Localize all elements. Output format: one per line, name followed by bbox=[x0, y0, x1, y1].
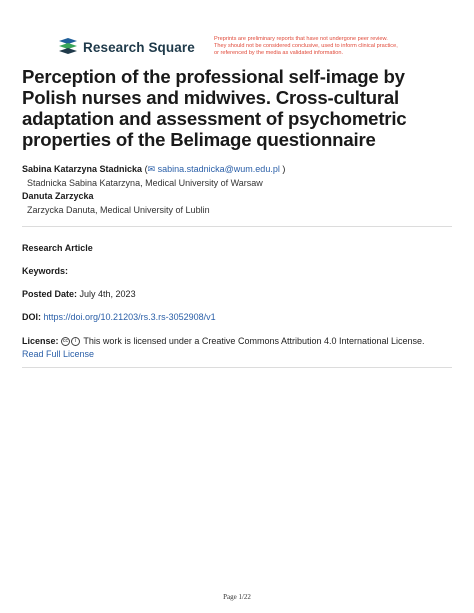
research-square-logo-icon bbox=[57, 37, 79, 57]
license-row bbox=[22, 335, 452, 361]
mail-icon: ✉ bbox=[147, 164, 156, 174]
read-full-license-link[interactable]: Read Full License bbox=[22, 349, 95, 359]
article-title: Perception of the professional self-image by Polish nurses and midwives. Cross-cultural adaptation and assessment of psychometric properties of the Belimage questionnaire bbox=[22, 66, 407, 150]
posted-date-label: Posted Date: bbox=[22, 289, 78, 299]
brand-name: Research Square bbox=[83, 39, 195, 55]
doi-label: DOI: bbox=[22, 312, 41, 322]
posted-date: July 4th, 2023 bbox=[79, 289, 136, 299]
author-name: Danuta Zarzycka bbox=[22, 191, 94, 201]
doi-row bbox=[22, 312, 216, 322]
author-entry: Sabina Katarzyna Stadnicka (✉ sabina.stadnicka@wum.edu.pl ) bbox=[22, 164, 286, 174]
author-entry bbox=[22, 190, 285, 204]
cc-by-icon: i bbox=[71, 337, 80, 346]
cc-icon: cc bbox=[63, 338, 69, 345]
author-email-link[interactable]: sabina.stadnicka@wum.edu.pl bbox=[157, 164, 280, 174]
preprint-disclaimer bbox=[214, 36, 434, 56]
doi-link[interactable]: https://doi.org/10.21203/rs.3.rs-3052908/v1 bbox=[43, 312, 216, 322]
disclaimer-line: or referenced by the media as validated information. bbox=[214, 49, 344, 56]
license-label: License: bbox=[22, 336, 59, 346]
posted-date-row bbox=[22, 289, 136, 299]
keywords-label: Keywords: bbox=[22, 266, 69, 276]
author-affiliation: Zarzycka Danuta, Medical University of Lublin bbox=[27, 204, 210, 215]
author-list bbox=[22, 163, 285, 217]
article-type: Research Article bbox=[22, 243, 93, 253]
disclaimer-line: They should not be considered conclusive, used to inform clinical practice, bbox=[214, 42, 398, 49]
author-name: Sabina Katarzyna Stadnicka bbox=[22, 164, 143, 174]
license-text: This work is licensed under a Creative Commons Attribution 4.0 International License. bbox=[83, 336, 425, 346]
divider bbox=[22, 367, 452, 368]
page-number: Page 1/22 bbox=[223, 593, 251, 601]
author-affiliation: Stadnicka Sabina Katarzyna, Medical University of Warsaw bbox=[27, 177, 263, 188]
research-square-logo[interactable] bbox=[57, 37, 195, 57]
divider bbox=[22, 226, 452, 227]
disclaimer-line: Preprints are preliminary reports that have not undergone peer review. bbox=[214, 36, 388, 42]
